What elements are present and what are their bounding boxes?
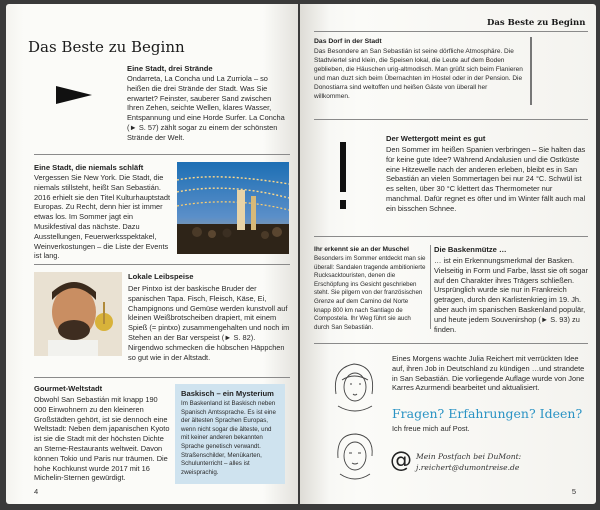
divider [314,343,588,344]
shell-text: Besonders im Sommer entdeckt man sie überall: Sandalen tragende ambitionierte Rucksacktouristen, denen die Erschöpfung ins Gesicht geschrieben steht. Sie pilgern von der französischen Grenze auf dem Camino del Norte knapp 800 km nach Santiago de Compostela. Ihr Weg führt sie auch durch San Sebastián. [314,255,426,331]
beret-section [434,245,588,334]
weather-heading: Der Wettergott meint es gut [386,134,486,143]
author-sketch-1 [324,354,384,414]
basque-heading: Baskisch – ein Mysterium [181,389,274,398]
city-section [34,163,174,261]
at-icon: @ [390,448,412,473]
beaches-text: Ondarreta, La Concha und La Zurriola – so heißen die drei Strände der Stadt. Was Sie erwartet? Feinster, sauberer Sand zwischen Ihren Zehen, seichte Wellen, klares Wasser, Entspannung und eine Horde Surfer. La Concha (► S. 57) zählt sogar zu einem der schönsten Strände der Welt. [127,74,285,142]
weather-section [386,134,586,214]
weather-text: Den Sommer im heißen Spanien verbringen – Sie halten das für keine gute Idee? Während Andalusien und die Ostküste eine Hitzewelle nach der anderen erleben, bleibt es in San Sebastián an vielen Sommertagen bei nur 24 °C. Schwül ist es selten, über 30 °C klettert das Thermometer nur manchmal. Dafür regnet es öfter und im Winter fällt auch mal ein bisschen Schnee. [386,145,586,213]
village-text: Das Besondere an San Sebastián ist seine dörfliche Atmosphäre. Die Stadtviertel sind klein, die Speisen lokal, die Leute auf dem Boden geblieben, die Häuschen urig-altmodisch. Man grüßt sich beim Flanieren und man duzt sich beim Übernachten im Hostel oder in der Pension. Die Donostiarra sind weltoffen und heißen Gäste von überall her willkommen. [314,48,523,100]
feedback-title: Fragen? Erfahrungen? Ideen? [392,406,583,421]
divider [530,37,532,105]
beret-heading: Die Baskenmütze … [434,245,507,254]
chef-photo [34,272,122,356]
pintxos-section [128,272,290,362]
page-title: Das Beste zu Beginn [28,38,185,56]
email-link[interactable]: j.reichert@dumontreise.de [416,463,520,472]
basque-text: Im Baskenland ist Baskisch neben Spanisch Amtssprache. Es ist eine der ältesten Sprachen Europas, wenn nicht sogar die älteste, und mit keiner anderen bekannten Sprache genetisch verwandt. Straßenschilder, Menükarten, Schulunterricht – alles ist zweisprachig. [181,400,276,476]
gourmet-heading: Gourmet-Weltstadt [34,384,103,393]
pintxos-text: Der Pintxo ist der baskische Bruder der spanischen Tapa. Fisch, Fleisch, Käse, Ei, Champignons und Gemüse werden kunstvoll auf kleinen Weißbrotscheiben drapiert, mit einem Spieß (= pintxo) zusammengehalten und noch im Stehen an der Bar verspeist (► S. 82). Nirgendwo schmecken die hübschen Häppchen so gut wie in der Altstadt. [128,284,290,362]
beaches-section [127,64,289,143]
city-heading: Eine Stadt, die niemals schläft [34,163,144,172]
gourmet-text: Obwohl San Sebastián mit knapp 190 000 Einwohnern zu den kleineren Großstädten gehört, ist sie dennoch eine Weltstadt: Neben dem japanischen Kyoto ist sie die Stadt mit der höchsten Dichte an Sterne-Restaurants weltweit. Davon können Tokio und Paris nur träumen. Die hohe Kochkunst wurde 2017 mit 16 Michelin-Sternen gewürdigt. [34,395,170,483]
author-sketch-2 [324,424,384,484]
authors-text: Eines Morgens wachte Julia Reichert mit verrückten Idee auf, ihren Job in Deutschland zu kündigen …und strandete in San Sebastián. Die vorliegende Auflage wurde von Jone Karres Azurmendi bearbeitet und aktualisiert. [392,354,585,393]
page-number: 5 [571,487,576,496]
feedback-text: Ich freue mich auf Post. [392,424,470,433]
night-festival-photo [177,162,289,254]
village-section [314,37,524,101]
shell-heading: Ihr erkennt sie an der Muschel [314,246,409,253]
divider [34,154,290,155]
basque-infobox [175,384,285,484]
shell-section [314,245,426,332]
beaches-heading: Eine Stadt, drei Strände [127,64,213,73]
city-text: Vergessen Sie New York. Die Stadt, die niemals stillsteht, heißt San Sebastián. 2016 erhielt sie den Titel Kulturhauptstadt Europas. Zu Recht, denn hier ist immer etwas los. Im Sommer jagt ein Musikfestival das nächste. Dazu Ausstellungen, Feuerwerksspektakel, Weinverkostungen – die Liste der Events ist lang. [34,173,170,261]
divider [314,236,588,237]
divider [314,119,588,120]
header-rule [314,31,588,32]
divider [34,377,290,378]
divider [34,264,290,265]
page-number: 4 [34,487,39,496]
divider [430,245,431,329]
mailbox-label: Mein Postfach bei DuMont: [416,452,522,461]
exclamation-icon [336,142,350,212]
village-heading: Das Dorf in der Stadt [314,38,382,45]
beret-text: … ist ein Erkennungsmerkmal der Basken. Vielseitig in Form und Farbe, lässt sie oft sogar auf den Charakter ihres Trägers schließen. Ursprünglich wurde sie nur in Frankreich getragen, durch den Karlistenkrieg im 19. Jh. aber auch im spanischen Baskenland populär, und heute jedem Souvenirshop (► S. 93) zu finden. [434,256,588,334]
right-page [300,4,596,504]
running-header: Das Beste zu Beginn [487,18,586,28]
arrow-icon [54,84,94,106]
pintxos-heading: Lokale Leibspeise [128,272,194,281]
gourmet-section [34,384,170,483]
left-page [6,4,298,504]
